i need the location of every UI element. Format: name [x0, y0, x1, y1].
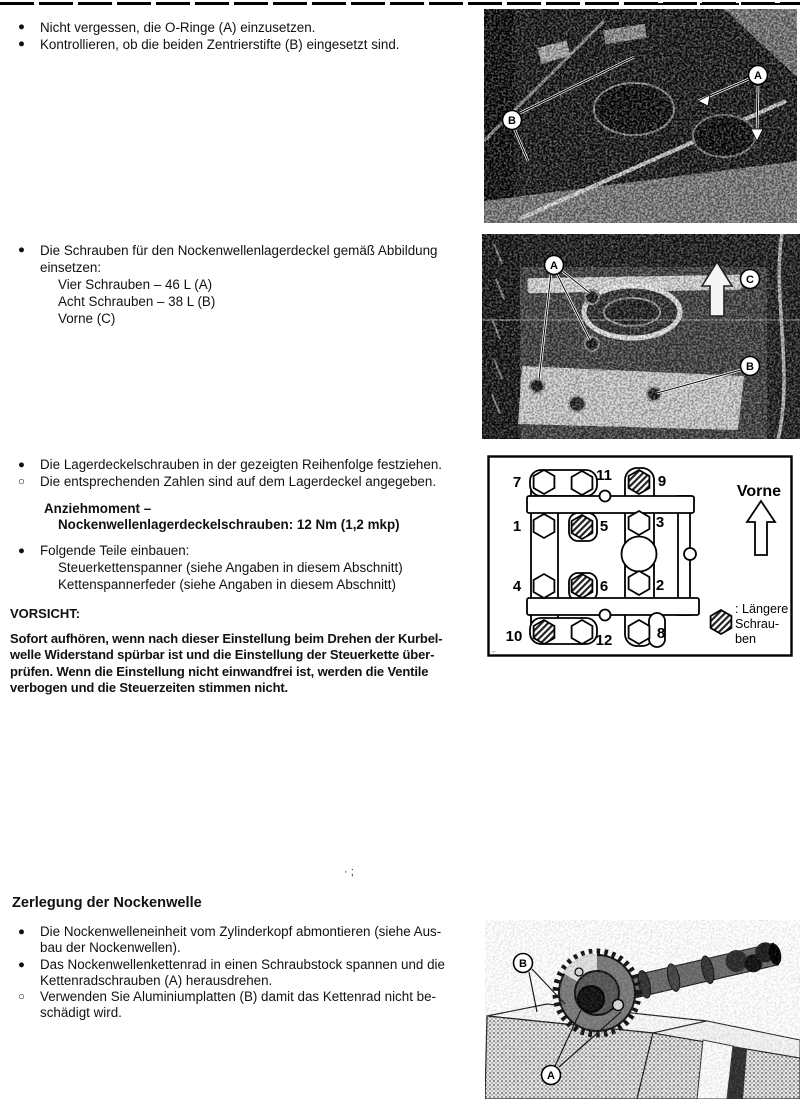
caution-text-line: verbogen und die Steuerzeiten stimmen nicht. [10, 680, 289, 696]
list-item-text: Nicht vergessen, die O-Ringe (A) einzusetzen. [40, 20, 316, 35]
diagram-torque-sequence [487, 455, 793, 657]
bullet-icon: ● [18, 244, 25, 256]
bullet-icon: ● [18, 459, 25, 471]
photo-camshaft-vise [485, 920, 800, 1099]
torque-spec-heading [10, 501, 476, 518]
bolt-hex-5-long [572, 515, 593, 539]
bolt-number: 5 [599, 518, 609, 535]
callout-B-marker [514, 954, 533, 973]
bullet-icon: ● [18, 545, 25, 558]
list-item-text: Kettenradschrauben (A) herausdrehen. [40, 972, 273, 988]
caution-text-line: Sofort aufhören, wenn nach dieser Einstellung beim Drehen der Kurbel- [10, 630, 443, 646]
callout-A-marker [749, 66, 768, 85]
list-item-text: Kontrollieren, ob die beiden Zentrierstifte (B) eingesetzt sind. [40, 37, 400, 52]
list-item-text: Das Nockenwellenkettenrad in einen Schraubstock spannen und die [40, 956, 445, 972]
bolt-hex-7 [534, 470, 555, 494]
bolt-hex-8 [629, 620, 650, 644]
caution-text-line: prüfen. Wenn die Einstellung nicht einwandfrei ist, werden die Ventile [10, 663, 429, 679]
photo-grain [482, 234, 800, 439]
list-subitem [10, 310, 476, 327]
list-item [10, 924, 476, 940]
callout-B-marker [741, 357, 760, 376]
torque-spec-value [10, 517, 476, 534]
caution-text-line: welle Widerstand spürbar ist und die Einstellung der Steuerkette über- [10, 647, 435, 663]
photo-camshaft-vise-image [485, 920, 800, 1099]
callout-B-label: B [508, 115, 516, 127]
bolt-hex-10-long [534, 620, 555, 644]
list-item-text: Kettenspannerfeder (siehe Angaben in diesem Abschnitt) [58, 576, 396, 592]
list-item-text: Acht Schrauben – 38 L (B) [58, 294, 216, 309]
photo-cylinder-head [484, 9, 797, 223]
list-item-continuation [10, 1005, 476, 1021]
bolt-hex-11 [572, 471, 593, 495]
bolt-number: 9 [657, 473, 667, 490]
callout-A-marker [545, 256, 564, 275]
list-item [10, 242, 476, 259]
bullet-icon: ○ [18, 475, 25, 488]
legend-text: Schrau- [735, 617, 780, 631]
photo-grain [484, 9, 797, 223]
scan-artifact: ,. [492, 647, 496, 654]
list-item [10, 989, 476, 1005]
bolt-hex-2 [629, 571, 650, 595]
list-item-text: Die Schrauben für den Nockenwellenlagerdeckel gemäß Abbildung [40, 243, 438, 258]
bolt-hex-4 [534, 574, 555, 598]
bullet-list-schrauben [10, 242, 476, 327]
bolt-hex-1 [534, 514, 555, 538]
list-subitem [10, 577, 476, 594]
list-item-text: Vorne (C) [58, 311, 116, 326]
bullet-list-zerlegung [10, 924, 476, 1022]
photo-camshaft-caps-image [482, 234, 800, 439]
bolt-hex-3 [629, 511, 650, 535]
bolt-number: 12 [595, 632, 613, 649]
bolt-hex-6-long [572, 574, 593, 598]
list-subitem [10, 293, 476, 310]
list-item [10, 19, 476, 36]
list-subitem [10, 560, 476, 577]
bullet-list-anziehmoment [10, 457, 476, 594]
bolt-number: 4 [512, 578, 522, 595]
callout-A-label: A [754, 70, 762, 82]
list-item-continuation [10, 973, 476, 989]
front-label: Vorne [736, 483, 782, 500]
photo-grain [485, 920, 800, 1099]
bullet-list-oring [10, 19, 476, 53]
torque-sequence-drawing [487, 455, 793, 657]
torque-spec-text: Nockenwellenlagerdeckelschrauben: 12 Nm (1,2 mkp) [58, 517, 400, 533]
bullet-icon: ● [18, 926, 25, 938]
scan-artifact: · ; [344, 866, 354, 878]
list-item-text: bau der Nockenwellen). [40, 940, 181, 956]
caution-heading: VORSICHT: [10, 606, 81, 621]
caution-block [10, 606, 480, 697]
callout-C-marker [741, 270, 760, 289]
photo-camshaft-caps [482, 234, 800, 439]
bullet-icon: ○ [18, 991, 25, 1004]
bolt-hex-12 [572, 620, 593, 644]
bullet-icon: ● [18, 21, 25, 33]
list-item-text: Folgende Teile einbauen: [40, 543, 190, 559]
callout-A-label: A [550, 260, 558, 272]
bolt-number: 10 [505, 628, 523, 645]
section-heading: Zerlegung der Nockenwelle [12, 895, 202, 911]
list-item [10, 957, 476, 973]
list-item-text: Vier Schrauben – 46 L (A) [58, 277, 213, 292]
list-item-text: Steuerkettenspanner (siehe Angaben in diesem Abschnitt) [58, 559, 403, 575]
list-item [10, 543, 476, 560]
bolt-number: 1 [512, 518, 522, 535]
callout-A-label: A [547, 1070, 555, 1082]
list-item [10, 474, 476, 491]
list-item-continuation [10, 259, 476, 276]
list-item [10, 36, 476, 53]
legend-text: : Längere [735, 602, 789, 616]
list-item-text: Die Nockenwelleneinheit vom Zylinderkopf abmontieren (siehe Aus- [40, 924, 442, 939]
list-item-text: Verwenden Sie Aluminiumplatten (B) damit das Kettenrad nicht be- [40, 989, 436, 1005]
list-item-continuation [10, 940, 476, 956]
legend-hex-icon [711, 610, 732, 634]
bolt-number: 3 [655, 514, 665, 531]
callout-A-marker [542, 1066, 561, 1085]
torque-spec-text: Anziehmoment – [44, 500, 152, 516]
list-item [10, 457, 476, 474]
callout-B-label: B [519, 958, 527, 970]
bolt-hex-9-long [629, 470, 650, 494]
callout-B-label: B [746, 361, 754, 373]
bolt-number: 8 [656, 625, 666, 642]
callout-C-label: C [746, 274, 754, 286]
list-item-text: Die entsprechenden Zahlen sind auf dem Lagerdeckel angegeben. [40, 473, 437, 489]
bullet-icon: ● [18, 958, 25, 971]
list-item-text: schädigt wird. [40, 1005, 122, 1021]
bolt-number: 11 [596, 467, 612, 484]
list-item-text: einsetzen: [40, 260, 102, 275]
bolt-number: 6 [599, 578, 609, 595]
photo-cylinder-head-image [484, 9, 797, 223]
list-subitem [10, 276, 476, 293]
legend-text: ben [735, 632, 757, 646]
bolt-number: 7 [512, 474, 522, 491]
top-rule-divider-dashes [640, 3, 800, 5]
bullet-icon: ● [18, 38, 25, 50]
callout-B-marker [503, 111, 522, 130]
bolt-number: 2 [655, 577, 665, 594]
list-item-text: Die Lagerdeckelschrauben in der gezeigten Reihenfolge festziehen. [40, 457, 442, 472]
